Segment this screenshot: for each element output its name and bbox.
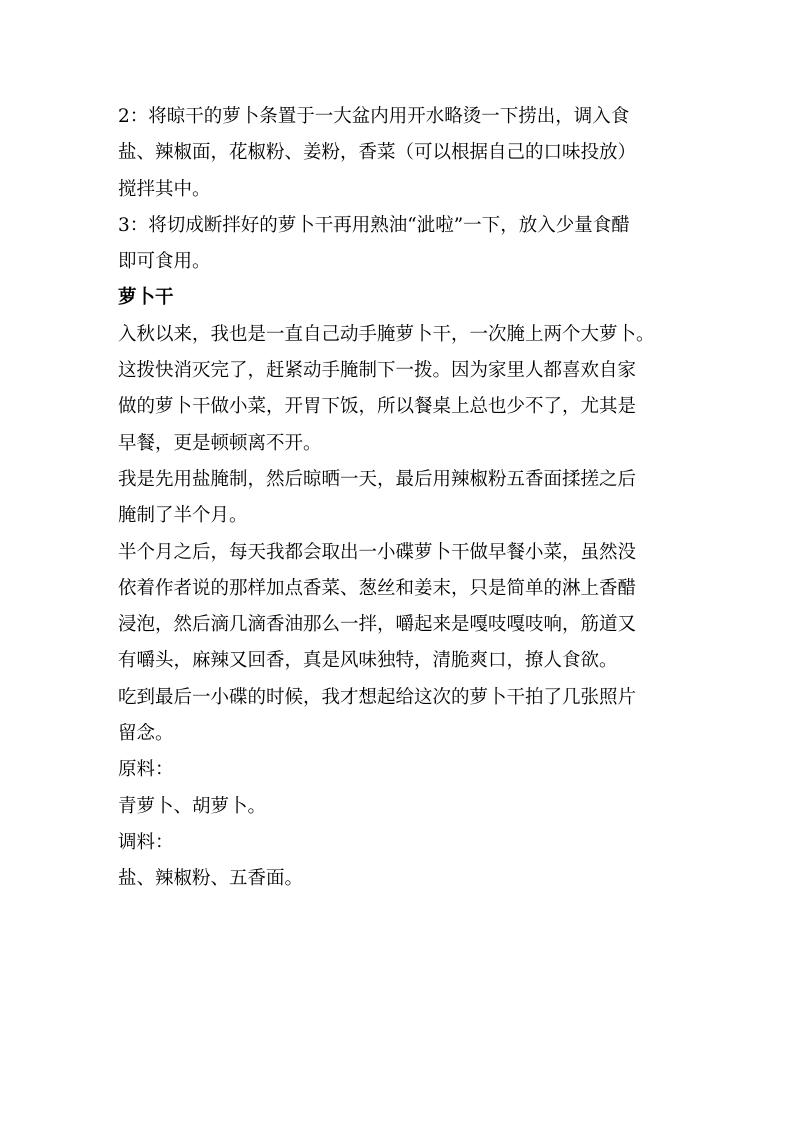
paragraph-4-line-2: 留念。 bbox=[118, 723, 174, 745]
paragraph-2-line-2: 腌制了半个月。 bbox=[118, 505, 248, 527]
paragraph-3-line-4: 有嚼头，麻辣又回香，真是风味独特，清脆爽口，撩人食欲。 bbox=[118, 650, 618, 672]
step-2-line-3: 搅拌其中。 bbox=[118, 178, 211, 200]
document-body bbox=[118, 99, 678, 898]
step-3-line-1: 3：将切成断拌好的萝卜干再用熟油“泚啦”一下，放入少量食醋 bbox=[118, 214, 630, 236]
paragraph-1-line-4: 早餐，更是顿顿离不开。 bbox=[118, 432, 322, 454]
paragraph-1-line-1: 入秋以来，我也是一直自己动手腌萝卜干，一次腌上两个大萝卜。 bbox=[118, 323, 655, 345]
section-heading: 萝卜干 bbox=[118, 287, 174, 309]
ingredients-label: 原料： bbox=[118, 759, 174, 781]
paragraph-3-line-3: 浸泡，然后滴几滴香油那么一拌，嚼起来是嘎吱嘎吱响，筋道又 bbox=[118, 614, 637, 636]
paragraph-3-line-2: 依着作者说的那样加点香菜、葱丝和姜末，只是简单的淋上香醋 bbox=[118, 577, 637, 599]
paragraph-2-line-1: 我是先用盐腌制，然后晾晒一天，最后用辣椒粉五香面揉搓之后 bbox=[118, 468, 637, 490]
paragraph-1-line-2: 这拨快消灭完了，赶紧动手腌制下一拨。因为家里人都喜欢自家 bbox=[118, 360, 637, 382]
paragraph-4-line-1: 吃到最后一小碟的时候，我才想起给这次的萝卜干拍了几张照片 bbox=[118, 686, 637, 708]
seasonings-list: 盐、辣椒粉、五香面。 bbox=[118, 868, 304, 890]
step-3-line-2: 即可食用。 bbox=[118, 251, 211, 273]
step-2-line-2: 盐、辣椒面，花椒粉、姜粉，香菜（可以根据自己的口味投放） bbox=[118, 142, 637, 164]
step-2-line-1: 2：将晾干的萝卜条置于一大盆内用开水略烫一下捞出，调入食 bbox=[118, 106, 630, 127]
paragraph-1-line-3: 做的萝卜干做小菜，开胃下饭，所以餐桌上总也少不了，尤其是 bbox=[118, 396, 637, 418]
seasonings-label: 调料： bbox=[118, 831, 174, 853]
paragraph-3-line-1: 半个月之后，每天我都会取出一小碟萝卜干做早餐小菜，虽然没 bbox=[118, 541, 637, 563]
ingredients-list: 青萝卜、胡萝卜。 bbox=[118, 795, 267, 817]
